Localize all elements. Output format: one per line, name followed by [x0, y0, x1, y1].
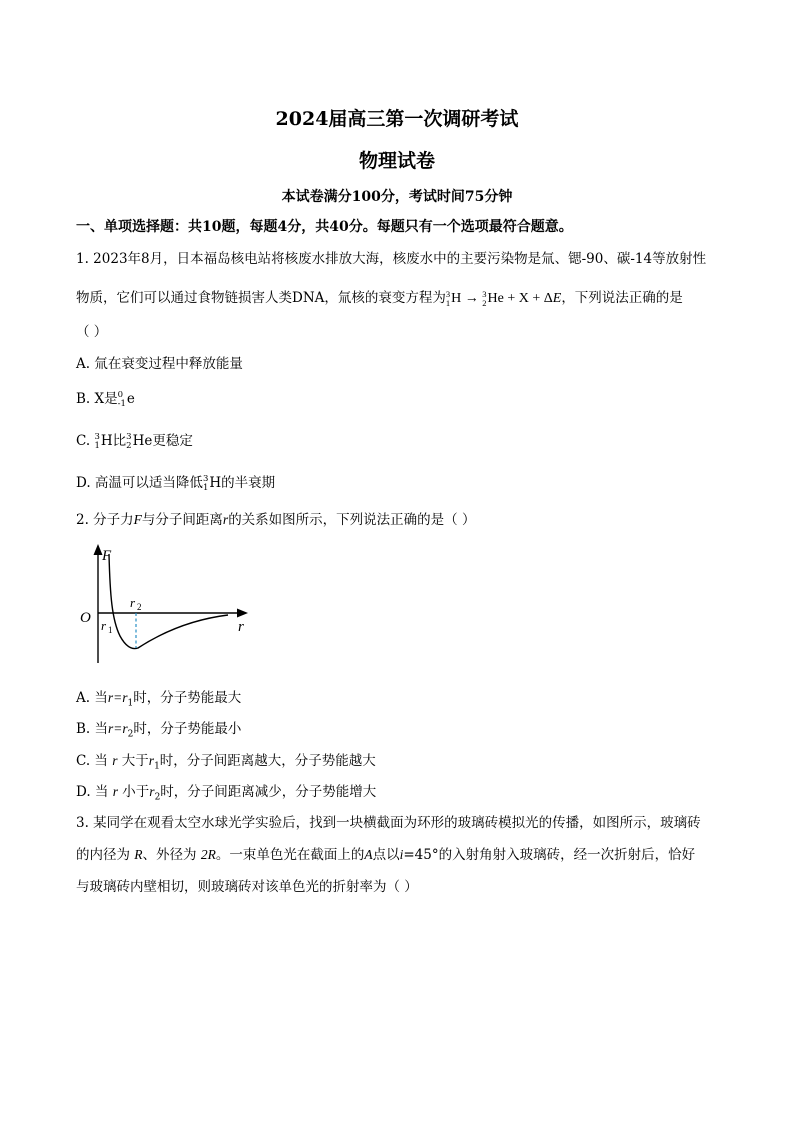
q2-option-b: B. 当$r=r_2$时，分子势能最小: [76, 721, 242, 740]
q1-answer-paren: （ ）: [76, 324, 108, 340]
exam-subject: 物理试卷: [358, 150, 435, 172]
q3-stem-line1: 3. 某同学在观看太空水球光学实验后，找到一块横截面为环形的玻璃砖模拟光的传播，如图所示，玻璃砖: [76, 815, 701, 831]
label-r2-sub: 2: [137, 602, 142, 612]
r-axis-arrow: [237, 609, 248, 618]
nuclide-h3: 3 1: [94, 431, 100, 451]
label-r: r: [238, 619, 244, 635]
q1-option-c: C. 3 1 H比 3 2 He更稳定: [76, 431, 193, 451]
nuclide-he3: 3 2: [126, 431, 132, 451]
q1-decay-equation: 3 1 H → 3 2 He + X + ΔE: [445, 288, 562, 308]
force-curve: [109, 554, 228, 649]
q1-option-b: B. X是 0 -1 e: [76, 389, 135, 409]
nuclide-h3: 3 1: [445, 288, 451, 308]
label-r1-sub: 1: [108, 625, 113, 635]
label-r2: r: [130, 595, 136, 610]
q1-stem-line2-end: ，下列说法正确的是: [561, 290, 683, 306]
q2-option-d: D. 当 r 小于$r_2$时，分子间距离减少，分子势能增大: [76, 784, 377, 803]
nuclide-e: 0 -1: [117, 389, 126, 409]
q2-option-a: A. 当$r=r_1$时，分子势能最大: [76, 690, 242, 709]
q1-stem-line2: [76, 286, 683, 308]
q2-option-c: C. 当 r 大于$r_1$时，分子间距离越大，分子势能越大: [76, 753, 376, 772]
exam-title: 2024届高三第一次调研考试: [275, 108, 519, 130]
q1-stem-line1: 1. 2023年8月，日本福岛核电站将核废水排放大海，核废水中的主要污染物是氚、锶-90、碳-14等放射性: [76, 251, 707, 267]
label-r1: r: [101, 618, 107, 633]
exam-note: 本试卷满分100分，考试时间75分钟: [281, 189, 513, 205]
section-heading: 一、单项选择题：共10题，每题4分，共40分。每题只有一个选项最符合题意。: [76, 219, 573, 235]
q1-stem-line2-text: 物质，它们可以通过食物链损害人类DNA，氚核的衰变方程为: [76, 290, 446, 306]
q1-option-a: A. 氚在衰变过程中释放能量: [76, 356, 243, 372]
label-origin: O: [80, 610, 91, 626]
q2-stem: 2. 分子力F与分子间距离r的关系如图所示，下列说法正确的是（ ）: [76, 512, 476, 528]
nuclide-h3: 3 1: [202, 473, 209, 493]
label-f: F: [102, 548, 112, 564]
nuclide-he3: 3 2: [482, 288, 487, 308]
force-distance-graph: [76, 540, 256, 670]
q1-option-d: D. 高温可以适当降低 3 1 H的半衰期: [76, 473, 276, 493]
q3-stem-line2: 的内径为 R、外径为 2R。一束单色光在截面上的A点以i=45°的入射角射入玻璃砖，经一次折射后，恰好: [76, 847, 696, 863]
q3-stem-line3: 与玻璃砖内壁相切，则玻璃砖对该单色光的折射率为（ ）: [76, 879, 418, 895]
